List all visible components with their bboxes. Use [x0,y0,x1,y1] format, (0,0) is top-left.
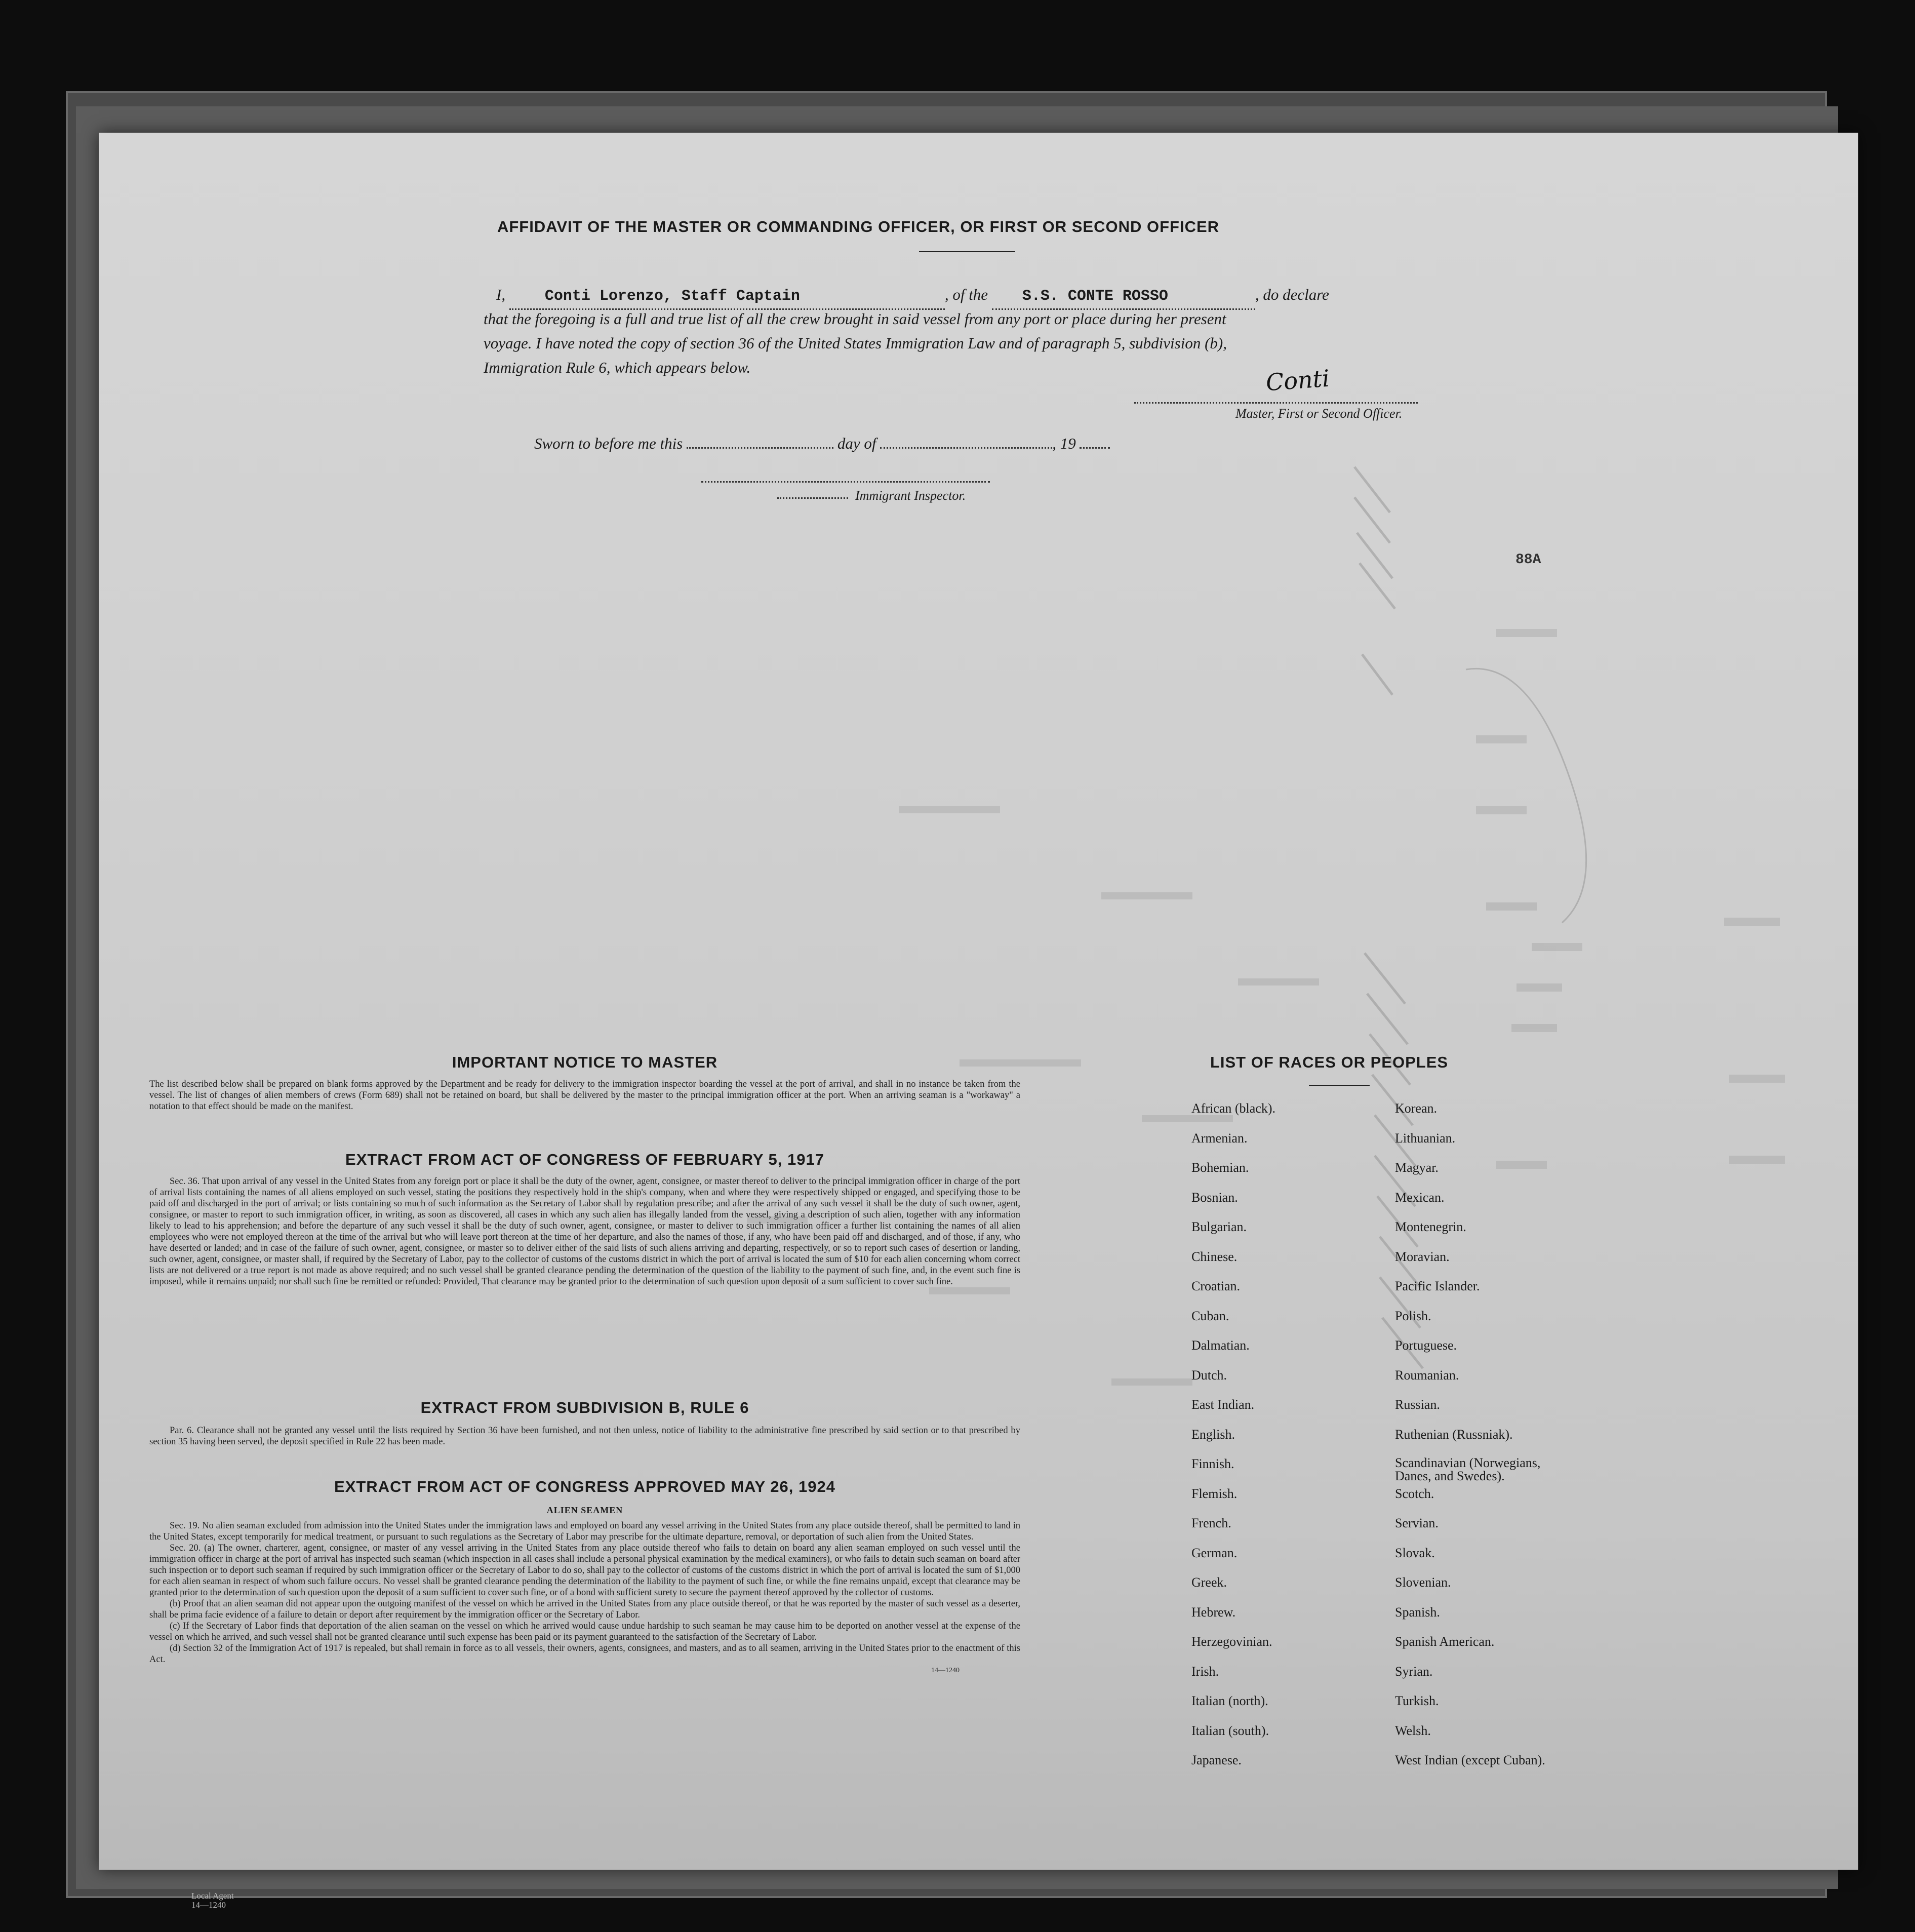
signature-line [1134,402,1418,404]
race-item: Finnish. [1191,1456,1234,1471]
race-item: Polish. [1395,1308,1431,1323]
race-item: Hebrew. [1191,1604,1236,1620]
race-item: Moravian. [1395,1249,1450,1264]
vessel-name: S.S. CONTE ROSSO [1022,288,1168,305]
race-item: Flemish. [1191,1486,1238,1501]
extract-1924-body [149,1520,1020,1676]
notice-heading: IMPORTANT NOTICE TO MASTER [452,1053,718,1071]
extract-rule6-heading: EXTRACT FROM SUBDIVISION B, RULE 6 [420,1399,749,1416]
title-rule [919,251,1015,252]
officer-name: Conti Lorenzo, Staff Captain [544,288,800,305]
race-item: Slovenian. [1395,1575,1451,1590]
extract-1917-text: Sec. 36. That upon arrival of any vessel in the United States from any foreign port or place it shall be the duty of the owner, agent, consignee, or master thereof to deliver to the principal immigration officer in charge of the port of arrival lists containing the names of all aliens employed on such vessel, stating the positions they respectively hold in the ship's company, when and where they were respectively shipped or engaged, and specifying those to be paid off and discharged in the port of arrival; or lists containing so much of such information as the Secretary of Labor shall by regulation prescribe; and after the arrival of any such vessel it shall be the duty of such owner, agent, consignee, or master to report to such immigration officer, in writing, as soon as discovered, all cases in which any such alien has illegally landed from the vessel, giving a description of such alien, together with any information likely to lead to his apprehension; and before the departure of any such vessel it shall be the duty of such owner, agent, consignee, or master to deliver to such immigration officer a further list containing the names of all alien employees who were not employed thereon at the time of the arrival but who will leave port thereon at the time of her departure, and also the names of those, if any, who have been paid off and discharged, and of those, if any, who have deserted or landed; and in case of the failure of such owner, agent, consignee, or master so to deliver either of the said lists of such aliens arriving and departing, respectively, or so to report such cases of desertion or landing, such owner, agent, consignee, or master shall, if required by the Secretary of Labor, pay to the collector of customs of the customs district in which the port of arrival is located the sum of $10 for each alien concerning whom correct lists are not delivered or a true report is not made as above required; and no such vessel shall be granted clearance pending the determination of the question of the liability to the payment of such fine, and, in the event such fine is imposed, while it remains unpaid; nor shall such fine be remitted or refunded: Provided, That clearance may be granted prior to the determination of such question upon deposit of a sum sufficient to cover such fine. [149,1176,1020,1287]
inspector-caption: Immigrant Inspector. [855,488,966,503]
race-item: Montenegrin. [1395,1219,1466,1234]
race-item: Scotch. [1395,1486,1434,1501]
sec-20a: Sec. 20. (a) The owner, charterer, agent, consignee, or master of any vessel arriving in the United States from any place outside thereof who fails to detain on board any alien seaman employed on such vessel until the immigration officer in charge at the port of arrival has inspected such seaman (which inspection in all cases shall include a personal physical examination by the medical examiners), or who fails to detain such seaman on board after such inspection or to deport such seaman if required by such immigration officer or the Secretary of Labor to do so, shall pay to the collector of customs of the customs district in which the port of arrival is located the sum of $1,000 for each alien seaman in respect of whom such failure occurs. No vessel shall be granted clearance pending the determination of the liability to the payment of such fine, or while the fine remains unpaid, except that clearance may be granted prior to the determination of such question upon the deposit of a sum sufficient to cover such fine, or of a bond with sufficient surety to secure the payment thereof approved by the collector of customs. [149,1543,1020,1598]
races-rule [1309,1085,1370,1086]
race-item: Cuban. [1191,1308,1229,1323]
races-heading: LIST OF RACES OR PEOPLES [1210,1053,1449,1071]
race-item: Slovak. [1395,1545,1435,1560]
race-item: Bohemian. [1191,1160,1249,1175]
race-item: French. [1191,1516,1231,1530]
race-item: Dalmatian. [1191,1338,1250,1353]
race-item: Dutch. [1191,1367,1227,1383]
race-item: Pacific Islander. [1395,1279,1480,1293]
race-item: Scandinavian (Norwegians, Danes, and Swedes). [1395,1455,1541,1483]
race-item: Welsh. [1395,1723,1431,1738]
race-item: Korean. [1395,1101,1438,1116]
race-item: West Indian (except Cuban). [1395,1753,1545,1767]
stamp-number: 88A [1515,552,1541,568]
officer-signature: Conti [1265,364,1331,397]
race-item: English. [1191,1427,1235,1442]
inspector-signature-line [701,481,990,483]
sec-20c: (c) If the Secretary of Labor finds that deportation of the alien seaman on the vessel on which he arrived would cause undue hardship to such seaman he may cause him to be deported on another vessel at the expense of the vessel on which he arrived, and such vessel shall not be granted clearance until such expense has been paid or its payment guaranteed to the satisfaction of the Secretary of Labor. [149,1621,1020,1642]
sec-20d: (d) Section 32 of the Immigration Act of 1917 is repealed, but shall remain in force as to all vessels, their owners, agents, consignees, and masters, and as to all seamen, arriving in the United States prior to the enactment of this Act. [149,1643,1020,1665]
race-item: Spanish. [1395,1604,1440,1620]
race-item: Herzegovinian. [1191,1634,1272,1649]
sec-20b: (b) Proof that an alien seaman did not appear upon the outgoing manifest of the vessel on which he arrived in the United States from any place outside thereof, or that he was reported by the master of such vessel as a deserter, shall be prima facie evidence of a failure to detain or deport after requirement by the immigration officer or the Secretary of Labor. [149,1599,1020,1620]
race-item: Roumanian. [1395,1367,1459,1383]
race-item: Russian. [1395,1397,1440,1412]
race-item: Mexican. [1395,1190,1445,1205]
race-item: Irish. [1191,1664,1219,1679]
sworn-line: Sworn to before me this day of , 19 [534,431,1110,456]
affidavit-line-1: I, Conti Lorenzo, Staff Captain , of the S.S. CONTE ROSSO , do declare [496,283,1641,310]
race-item: Japanese. [1191,1753,1242,1767]
manifest-back-page [99,133,1858,1870]
race-item: Syrian. [1395,1664,1433,1679]
race-item: Italian (south). [1191,1723,1269,1738]
race-item: Chinese. [1191,1249,1238,1264]
race-item: Armenian. [1191,1130,1248,1146]
affidavit-title: AFFIDAVIT OF THE MASTER OR COMMANDING OFFICER, OR FIRST OR SECOND OFFICER [497,218,1220,235]
race-item: Bosnian. [1191,1190,1238,1205]
race-item: Croatian. [1191,1279,1241,1293]
race-item: Lithuanian. [1395,1130,1456,1146]
race-item: Italian (north). [1191,1693,1268,1708]
race-item: Ruthenian (Russniak). [1395,1427,1513,1442]
form-number: 14—1240 [931,1667,960,1674]
extract-rule6-text: Par. 6. Clearance shall not be granted any vessel until the lists required by Section 36 have been furnished, and not then unless, notice of liability to the administrative fine prescribed by said section or to that prescribed by section 35 having been served, the deposit specified in Rule 22 has been made. [149,1426,1020,1447]
extract-1924-heading: EXTRACT FROM ACT OF CONGRESS APPROVED MAY 26, 1924 [334,1478,835,1495]
race-item: Magyar. [1395,1160,1439,1175]
race-item: German. [1191,1545,1238,1560]
affidavit-line-4: Immigration Rule 6, which appears below. [484,359,751,376]
notice-text: The list described below shall be prepared on blank forms approved by the Department and be ready for delivery to the immigration inspector boarding the vessel at the port of arrival, and shall in no instance be taken from the vessel. The list of changes of alien members of crews (Form 689) shall not be retained on board, but shall be delivered by the master to the principal immigration officer at the port. When an arriving seaman is a "workaway" a notation to that effect should be made on the manifest. [149,1079,1020,1112]
race-item: Bulgarian. [1191,1219,1247,1234]
alien-seamen-subheading: ALIEN SEAMEN [546,1505,623,1515]
race-item: Servian. [1395,1516,1439,1530]
bottom-left-imprint: Local Agent 14—1240 [191,1891,234,1910]
affidavit-line-3: voyage. I have noted the copy of section 36 of the United States Immigration Law and of paragraph 5, subdivision (b), [484,334,1227,352]
signature-caption: Master, First or Second Officer. [1235,406,1403,421]
race-item: East Indian. [1191,1397,1255,1412]
extract-1917-heading: EXTRACT FROM ACT OF CONGRESS OF FEBRUARY 5, 1917 [345,1151,824,1168]
race-item: Turkish. [1395,1693,1439,1708]
race-item: Portuguese. [1395,1338,1457,1353]
sec-19: Sec. 19. No alien seaman excluded from admission into the United States under the immigration laws and employed on board any vessel arriving in the United States from any place outside thereof, shall be permitted to land in the United States, except temporarily for medical treatment, or pursuant to such regulations as the Secretary of Labor may prescribe for the ultimate departure, removal, or deportation of such alien from the United States. [149,1521,1020,1542]
race-item: African (black). [1191,1101,1276,1116]
race-item: Greek. [1191,1575,1227,1590]
affidavit-line-2: that the foregoing is a full and true list of all the crew brought in said vessel from any port or place during her present [484,310,1226,328]
race-item: Spanish American. [1395,1634,1495,1649]
